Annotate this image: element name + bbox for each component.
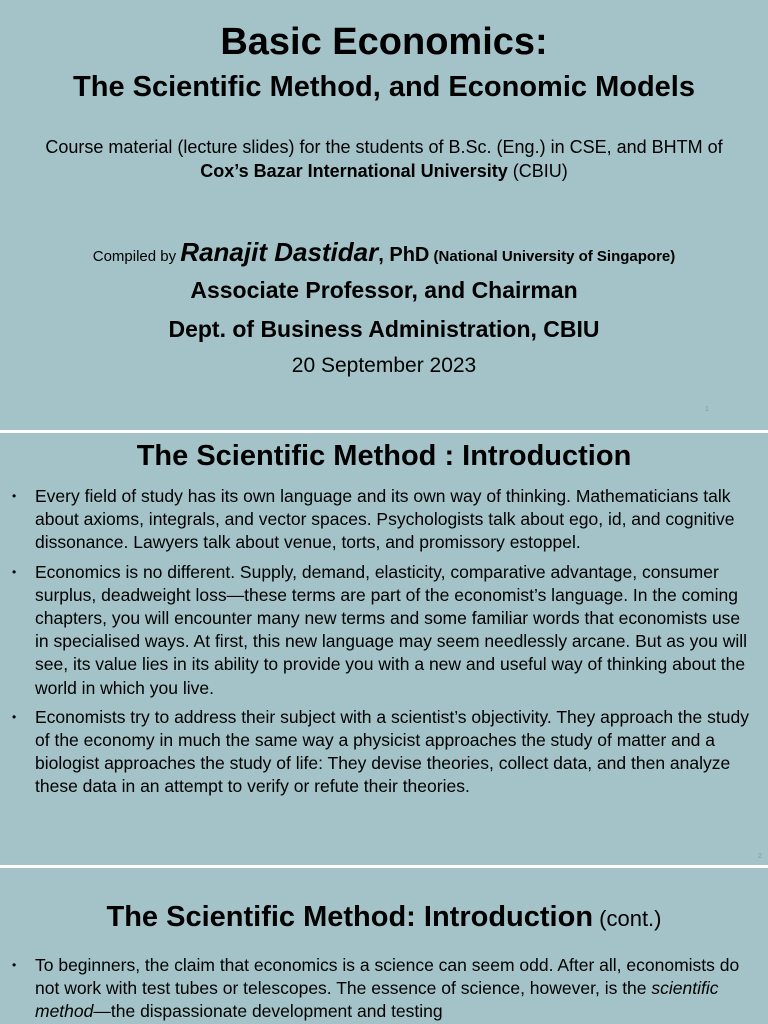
presentation-date: 20 September 2023: [291, 354, 477, 377]
compiled-by-line: [0, 234, 768, 275]
author-degree: , PhD: [378, 244, 430, 266]
bullet-marker: •: [12, 958, 17, 972]
slide-heading-text: The Scientific Method: Introduction: [106, 901, 594, 933]
compiled-by-label: Compiled by: [92, 248, 181, 265]
bullet-text: Economics is no different. Supply, demand, elasticity, comparative advantage, consumer surplus, deadweight loss—these terms are part of the economist’s language. In the coming chapters, you will encounter many new terms and some familiar words that economists use in specialised ways. At first, this new language may seem needlessly arcane. But as you will see, its value lies in its ability to provide you with a new and useful way of thinking about the world in which you live.: [35, 561, 748, 698]
bullet-item: [0, 485, 762, 555]
bullet-text: Economists try to address their subject with a scientist’s objectivity. They approach the study of the economy in much the same way a physicist approaches the study of matter and a biologist approaches the study of life: They devise theories, collect data, and then analyze these data in an attempt to verify or refute their theories.: [35, 706, 749, 797]
slide-number: 2: [758, 853, 762, 860]
bullet-item: [0, 561, 762, 700]
bullet-list: [0, 954, 762, 1024]
bullet-text: To beginners, the claim that economics is a science can seem odd. After all, economists do not work with test tubes or telescopes. The essence of science, however, is the: [35, 955, 740, 999]
slide-heading: The Scientific Method : Introduction: [136, 440, 632, 472]
bullet-marker: •: [12, 564, 17, 579]
slide-subtitle: The Scientific Method, and Economic Models: [73, 71, 695, 103]
bullet-item: [0, 706, 762, 799]
bullet-text-cont: —the dispassionate development and testing: [93, 1001, 443, 1022]
university-name: Cox’s Bazar International University: [200, 161, 508, 181]
course-description: Course material (lecture slides) for the students of B.Sc. (Eng.) in CSE, and BHTM of: [45, 137, 723, 157]
bullet-marker: •: [12, 489, 17, 503]
author-affiliation: (National University of Singapore): [429, 248, 676, 265]
bullet-item: [0, 954, 762, 1024]
content-slide: [0, 868, 768, 1024]
bullet-marker: •: [12, 709, 17, 724]
content-slide: [0, 433, 768, 865]
bullet-list: [0, 485, 762, 805]
author-name: Ranajit Dastidar: [180, 237, 379, 267]
bullet-emphasis: scientific method: [35, 978, 719, 1022]
slide-heading-cont: (cont.): [593, 906, 662, 931]
title-slide: [0, 0, 768, 430]
slide-title: Basic Economics:: [220, 21, 548, 63]
author-department: Dept. of Business Administration, CBIU: [168, 316, 600, 342]
slide-number: 1: [705, 406, 709, 413]
university-abbr: (CBIU): [507, 161, 568, 181]
author-role: Associate Professor, and Chairman: [190, 277, 578, 303]
bullet-text: Every field of study has its own language and its own way of thinking. Mathematicians talk about axioms, integrals, and vector spaces. Psychologists talk about ego, id, and cognitive dissonance. Lawyers talk about venue, torts, and promissory estoppel.: [35, 486, 735, 553]
university-line: [0, 159, 768, 183]
slide-heading: [0, 898, 768, 938]
